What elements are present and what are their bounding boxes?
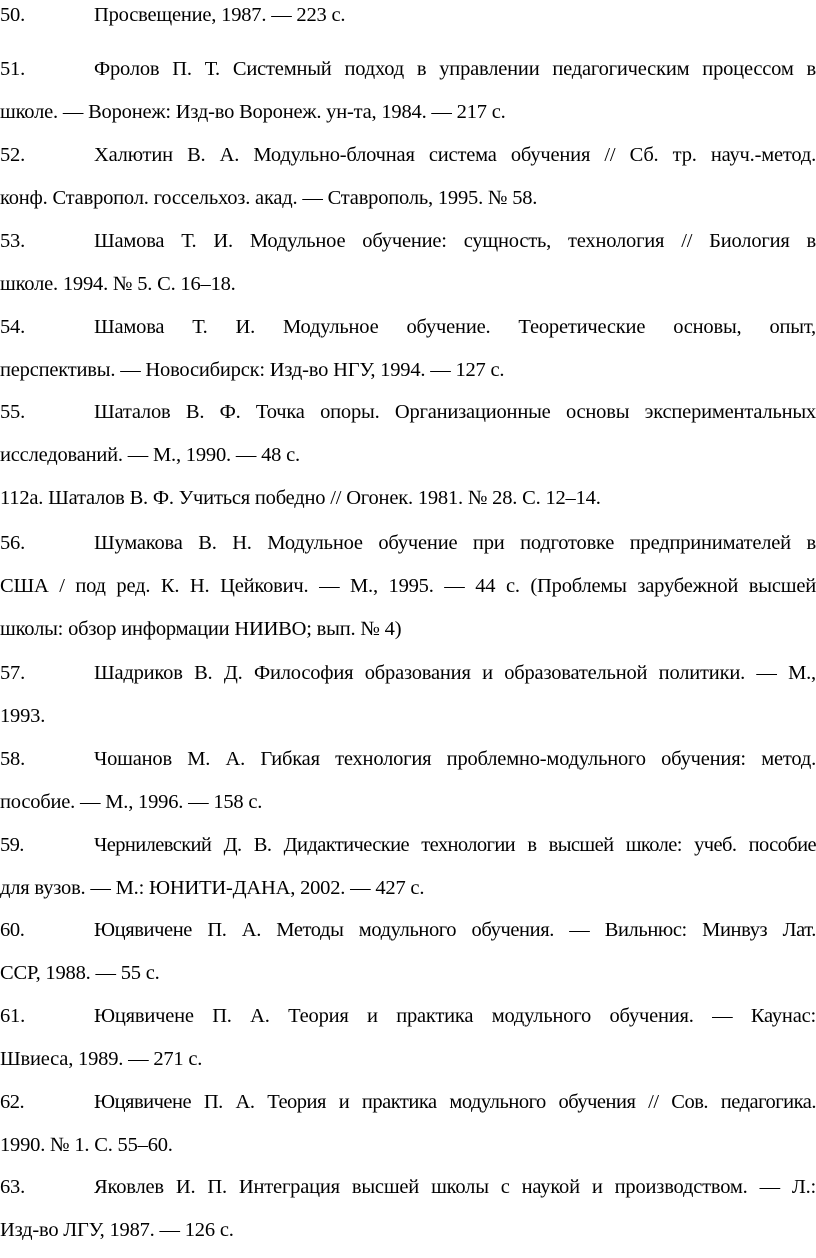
reference-number: 112а. bbox=[0, 487, 44, 509]
reference-entry-57 bbox=[0, 652, 816, 738]
reference-continuation-line: школы: обзор информации НИИВО; вып. № 4) bbox=[0, 618, 402, 640]
reference-number: 59. bbox=[0, 834, 24, 856]
reference-entry-50 bbox=[0, 0, 816, 37]
reference-first-line bbox=[0, 909, 816, 952]
reference-entry-62 bbox=[0, 1081, 816, 1167]
reference-text: Юцявичене П. А. Теория и практика модульного обучения. — Каунас: bbox=[94, 1005, 816, 1027]
reference-number: 58. bbox=[0, 748, 26, 770]
reference-first-line bbox=[0, 738, 816, 781]
reference-continuation-line: конф. Ставропол. госсельхоз. акад. — Ставрополь, 1995. № 58. bbox=[0, 187, 538, 209]
reference-number: 52. bbox=[0, 144, 26, 166]
reference-text: Шадриков В. Д. Философия образования и образовательной политики. — М., bbox=[94, 662, 816, 684]
reference-number: 55. bbox=[0, 401, 26, 423]
reference-continuation-line: Изд-во ЛГУ, 1987. — 126 с. bbox=[0, 1219, 234, 1241]
reference-number: 53. bbox=[0, 230, 26, 252]
reference-text: Чернилевский Д. В. Дидактические технологии в высшей школе: учеб. пособие bbox=[94, 834, 816, 856]
reference-continuation-line: 1990. № 1. С. 55–60. bbox=[0, 1134, 173, 1156]
reference-first-line bbox=[0, 477, 816, 520]
reference-entry-58 bbox=[0, 738, 816, 824]
reference-first-line bbox=[0, 391, 816, 434]
reference-entry-54 bbox=[0, 306, 816, 392]
reference-first-line bbox=[0, 220, 816, 263]
reference-text: Просвещение, 1987. — 223 с. bbox=[94, 4, 346, 26]
reference-entry-51 bbox=[0, 48, 816, 134]
reference-continuation-line: Швиеса, 1989. — 271 с. bbox=[0, 1048, 203, 1070]
reference-entry-112a bbox=[0, 477, 816, 520]
reference-entry-59 bbox=[0, 824, 816, 910]
reference-number: 54. bbox=[0, 316, 26, 338]
reference-continuation-line: ССР, 1988. — 55 с. bbox=[0, 962, 160, 984]
reference-continuation-line: пособие. — М., 1996. — 158 с. bbox=[0, 791, 263, 813]
reference-text: Шамова Т. И. Модульное обучение: сущность, технология // Биология в bbox=[94, 230, 816, 252]
reference-first-line bbox=[0, 0, 816, 37]
reference-text: Фролов П. Т. Системный подход в управлении педагогическим процессом в bbox=[94, 58, 816, 80]
reference-continuation-line: для вузов. — М.: ЮНИТИ-ДАНА, 2002. — 427 с. bbox=[0, 877, 425, 899]
reference-entry-61 bbox=[0, 995, 816, 1081]
reference-continuation-line: школе. — Воронеж: Изд-во Воронеж. ун-та, 1984. — 217 с. bbox=[0, 101, 506, 123]
reference-text: Чошанов М. А. Гибкая технология проблемно-модульного обучения: метод. bbox=[94, 748, 816, 770]
reference-first-line bbox=[0, 522, 816, 565]
reference-first-line bbox=[0, 652, 816, 695]
reference-number: 60. bbox=[0, 919, 25, 941]
reference-first-line bbox=[0, 48, 816, 91]
reference-number: 63. bbox=[0, 1176, 26, 1198]
reference-first-line bbox=[0, 306, 816, 349]
reference-text: Яковлев И. П. Интеграция высшей школы с наукой и производством. — Л.: bbox=[94, 1176, 816, 1198]
reference-first-line bbox=[0, 824, 816, 867]
reference-number: 51. bbox=[0, 58, 26, 80]
reference-entry-63 bbox=[0, 1166, 816, 1252]
reference-text: Шаталов В. Ф. Точка опоры. Организационные основы экспериментальных bbox=[94, 401, 816, 423]
reference-entry-56 bbox=[0, 522, 816, 651]
reference-text: Шумакова В. Н. Модульное обучение при подготовке предпринимателей в bbox=[94, 532, 816, 554]
reference-number: 57. bbox=[0, 662, 26, 684]
reference-text: Халютин В. А. Модульно-блочная система обучения // Сб. тр. науч.-метод. bbox=[94, 144, 816, 166]
reference-entry-52 bbox=[0, 134, 816, 220]
reference-continuation-line: США / под ред. К. Н. Цейкович. — М., 1995. — 44 с. (Проблемы зарубежной высшей bbox=[0, 575, 816, 597]
reference-entry-60 bbox=[0, 909, 816, 995]
reference-continuation-line: перспективы. — Новосибирск: Изд-во НГУ, 1994. — 127 с. bbox=[0, 359, 505, 381]
reference-first-line bbox=[0, 995, 816, 1038]
reference-continuation-line: школе. 1994. № 5. С. 16–18. bbox=[0, 273, 236, 295]
reference-first-line bbox=[0, 134, 816, 177]
reference-entry-53 bbox=[0, 220, 816, 306]
reference-text: Юцявичене П. А. Методы модульного обучения. — Вильнюс: Минвуз Лат. bbox=[94, 919, 816, 941]
reference-number: 62. bbox=[0, 1091, 25, 1113]
reference-text: Шаталов В. Ф. Учиться победно // Огонек. 1981. № 28. С. 12–14. bbox=[48, 487, 601, 509]
reference-text: Юцявичене П. А. Теория и практика модульного обучения // Сов. педагогика. bbox=[94, 1091, 816, 1113]
reference-continuation-line: исследований. — М., 1990. — 48 с. bbox=[0, 444, 300, 466]
reference-number: 56. bbox=[0, 532, 26, 554]
reference-text: Шамова Т. И. Модульное обучение. Теоретические основы, опыт, bbox=[94, 316, 816, 338]
reference-entry-55 bbox=[0, 391, 816, 477]
reference-number: 50. bbox=[0, 4, 26, 26]
reference-number: 61. bbox=[0, 1005, 26, 1027]
reference-first-line bbox=[0, 1166, 816, 1209]
reference-continuation-line: 1993. bbox=[0, 705, 46, 727]
reference-first-line bbox=[0, 1081, 816, 1124]
